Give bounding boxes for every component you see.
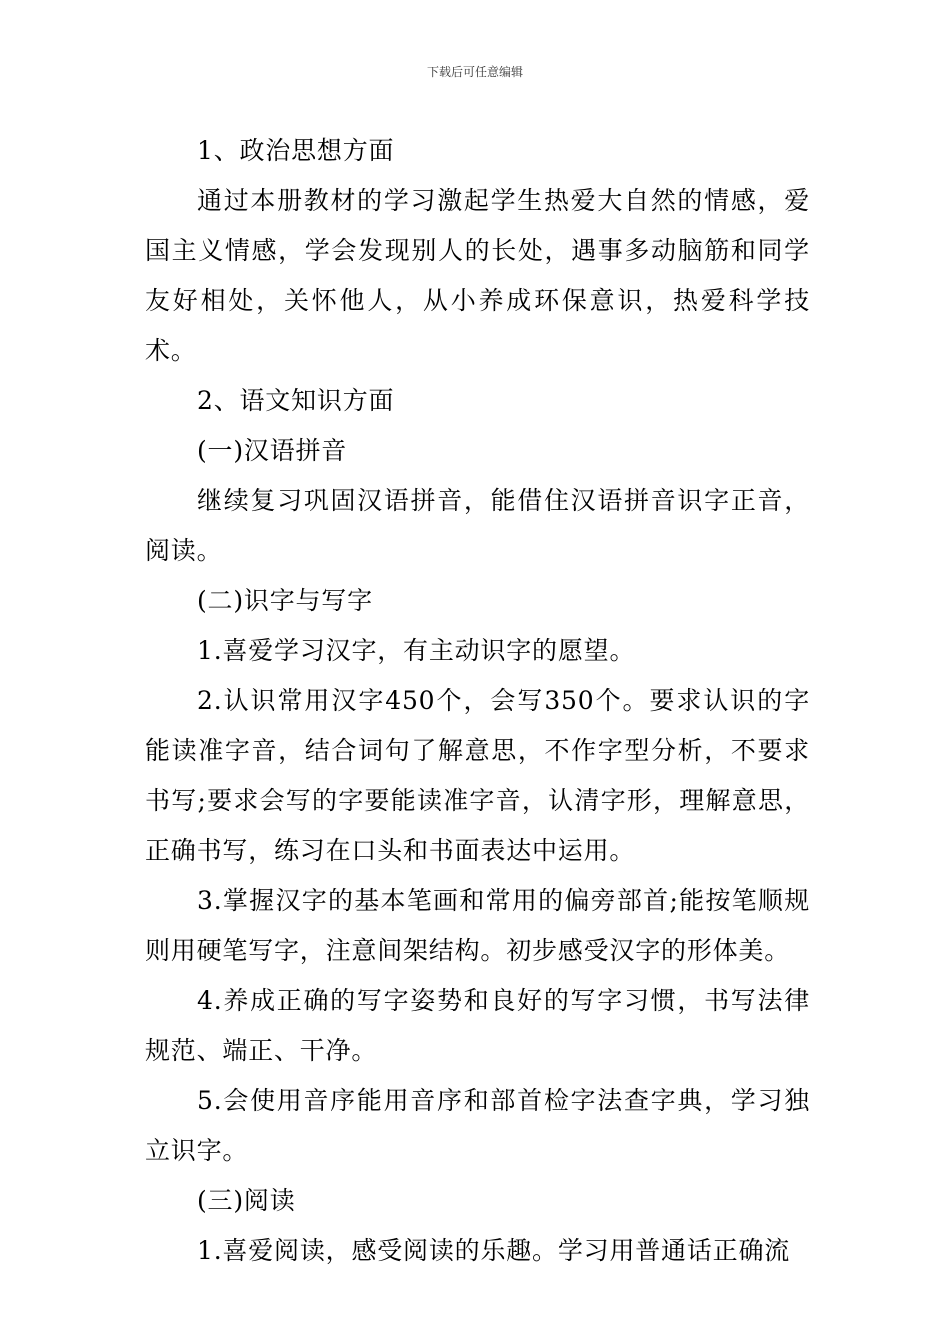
subheading-pinyin: (一)汉语拼音 (197, 436, 348, 465)
subheading-reading: (三)阅读 (197, 1186, 296, 1215)
list-item-literacy-2: 2.认识常用汉字450个，会写350个。要求认识的字能读准字音，结合词句了解意思，不作字型分析，不要求书写;要求会写的字要能读准字音，认清字形，理解意思，正确书写，练习在口头和书面表达中运用。 (145, 686, 810, 865)
list-item-literacy-1: 1.喜爱学习汉字，有主动识字的愿望。 (197, 636, 636, 665)
paragraph-political-goals: 通过本册教材的学习激起学生热爱大自然的情感，爱国主义情感，学会发现别人的长处，遇事多动脑筋和同学友好相处，关怀他人，从小养成环保意识，热爱科学技术。 (145, 186, 810, 365)
list-item-literacy-5: 5.会使用音序能用音序和部首检字法查字典，学习独立识字。 (145, 1086, 810, 1165)
list-item-literacy-3: 3.掌握汉字的基本笔画和常用的偏旁部首;能按笔顺规则用硬笔写字，注意间架结构。初步感受汉字的形体美。 (145, 886, 810, 965)
paragraph-pinyin: 继续复习巩固汉语拼音，能借住汉语拼音识字正音，阅读。 (145, 486, 810, 565)
page-header: 下载后可任意编辑 (426, 65, 523, 79)
subheading-literacy-writing: (二)识字与写字 (197, 586, 373, 615)
document-body (145, 126, 810, 1276)
heading-political-thought: 1、政治思想方面 (197, 136, 395, 165)
heading-language-knowledge: 2、语文知识方面 (197, 386, 395, 415)
list-item-reading-1: 1.喜爱阅读，感受阅读的乐趣。学习用普通话正确流 (197, 1236, 791, 1265)
list-item-literacy-4: 4.养成正确的写字姿势和良好的写字习惯，书写法律规范、端正、干净。 (145, 986, 810, 1065)
